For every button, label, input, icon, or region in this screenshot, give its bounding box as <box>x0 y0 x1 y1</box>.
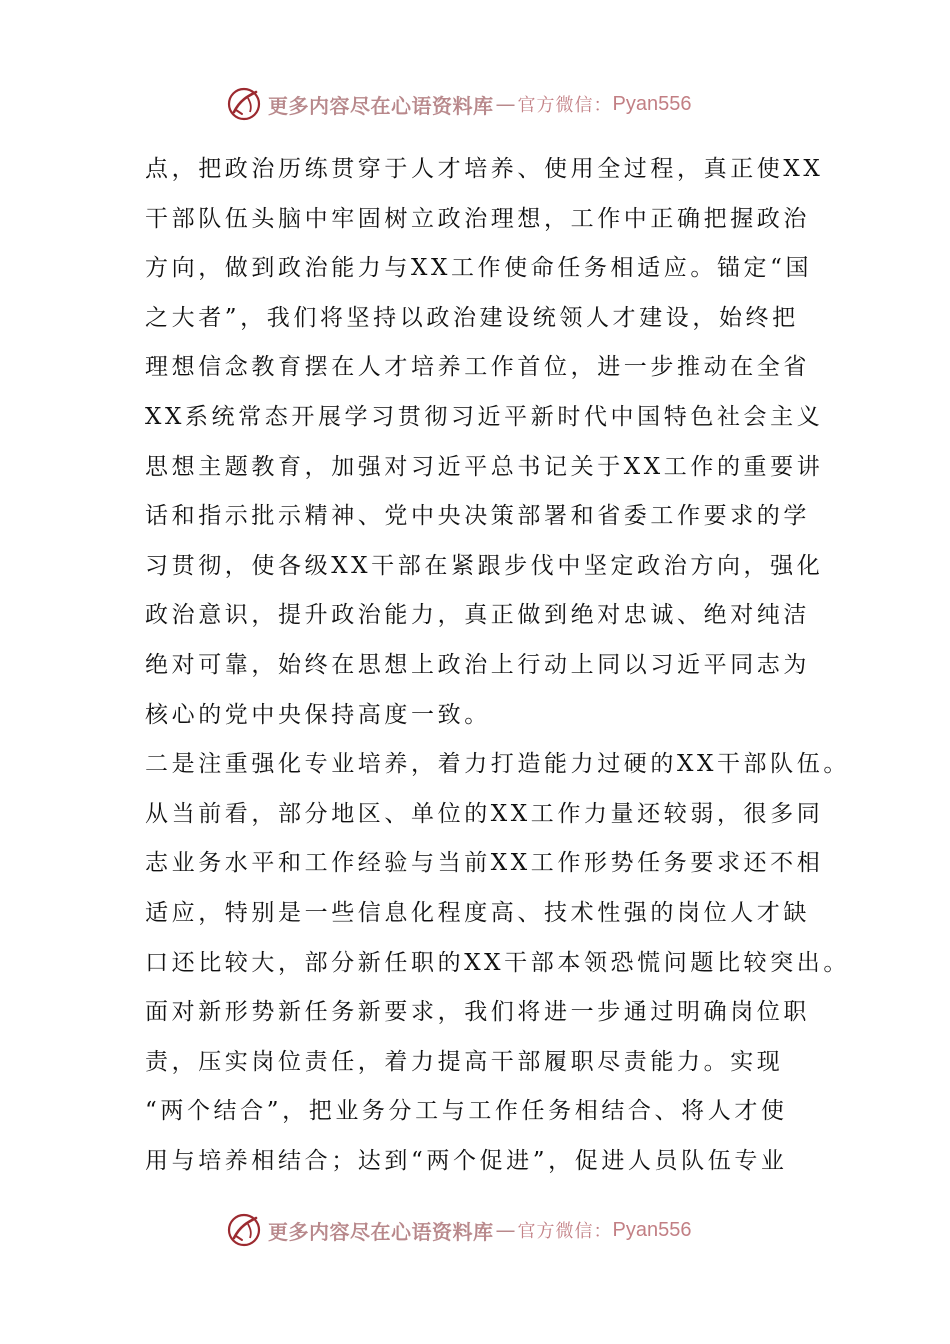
text-line: 之大者”，我们将坚持以政治建设统领人才建设，始终把 <box>145 304 799 331</box>
text-line: “两个结合”，把业务分工与工作任务相结合、将人才使 <box>145 1098 788 1125</box>
text-line: 二是注重强化专业培养，着力打造能力过硬的XX干部队伍。 <box>145 751 850 778</box>
header-wechat-label: 官方微信： <box>517 95 613 116</box>
footer-dash: — <box>495 1218 516 1242</box>
header-watermark <box>226 84 691 124</box>
body-text <box>145 145 850 1186</box>
text-line: 方向，做到政治能力与XX工作使命任务相适应。锚定“国 <box>145 255 813 282</box>
text-line: 习贯彻，使各级XX干部在紧跟步伐中坚定政治方向，强化 <box>145 552 824 579</box>
text-line: XX系统常态开展学习贯彻习近平新时代中国特色社会主义 <box>145 403 824 430</box>
header-site-name: 更多内容尽在心语资料库 <box>268 93 494 118</box>
text-line: 适应，特别是一些信息化程度高、技术性强的岗位人才缺 <box>145 899 810 926</box>
header-wechat-id: Pyan556 <box>612 92 692 115</box>
text-line: 核心的党中央保持高度一致。 <box>145 701 491 728</box>
footer-site-name: 更多内容尽在心语资料库 <box>268 1219 494 1244</box>
footer-wechat-id: Pyan556 <box>612 1218 692 1241</box>
text-line: 绝对可靠，始终在思想上政治上行动上同以习近平同志为 <box>145 651 810 678</box>
text-line: 干部队伍头脑中牢固树立政治理想，工作中正确把握政治 <box>145 205 810 232</box>
text-line: 口还比较大，部分新任职的XX干部本领恐慌问题比较突出。 <box>145 949 850 976</box>
text-line: 志业务水平和工作经验与当前XX工作形势任务要求还不相 <box>145 850 824 877</box>
text-line: 责，压实岗位责任，着力提高干部履职尽责能力。实现 <box>145 1048 784 1075</box>
header-dash: — <box>495 92 516 116</box>
text-line: 从当前看，部分地区、单位的XX工作力量还较弱，很多同 <box>145 800 824 827</box>
text-line: 政治意识，提升政治能力，真正做到绝对忠诚、绝对纯洁 <box>145 602 810 629</box>
pen-circle-logo-icon <box>226 86 262 122</box>
pen-circle-logo-icon <box>226 1212 262 1248</box>
footer-watermark <box>226 1210 691 1250</box>
text-line: 用与培养相结合；达到“两个促进”，促进人员队伍专业 <box>145 1147 788 1174</box>
text-line: 思想主题教育，加强对习近平总书记关于XX工作的重要讲 <box>145 453 824 480</box>
text-line: 面对新形势新任务新要求，我们将进一步通过明确岗位职 <box>145 999 810 1026</box>
text-line: 点，把政治历练贯穿于人才培养、使用全过程，真正使XX <box>145 156 824 182</box>
text-line: 理想信念教育摆在人才培养工作首位，进一步推动在全省 <box>145 354 810 381</box>
footer-wechat-label: 官方微信： <box>517 1221 613 1242</box>
text-line: 话和指示批示精神、党中央决策部署和省委工作要求的学 <box>145 503 810 530</box>
